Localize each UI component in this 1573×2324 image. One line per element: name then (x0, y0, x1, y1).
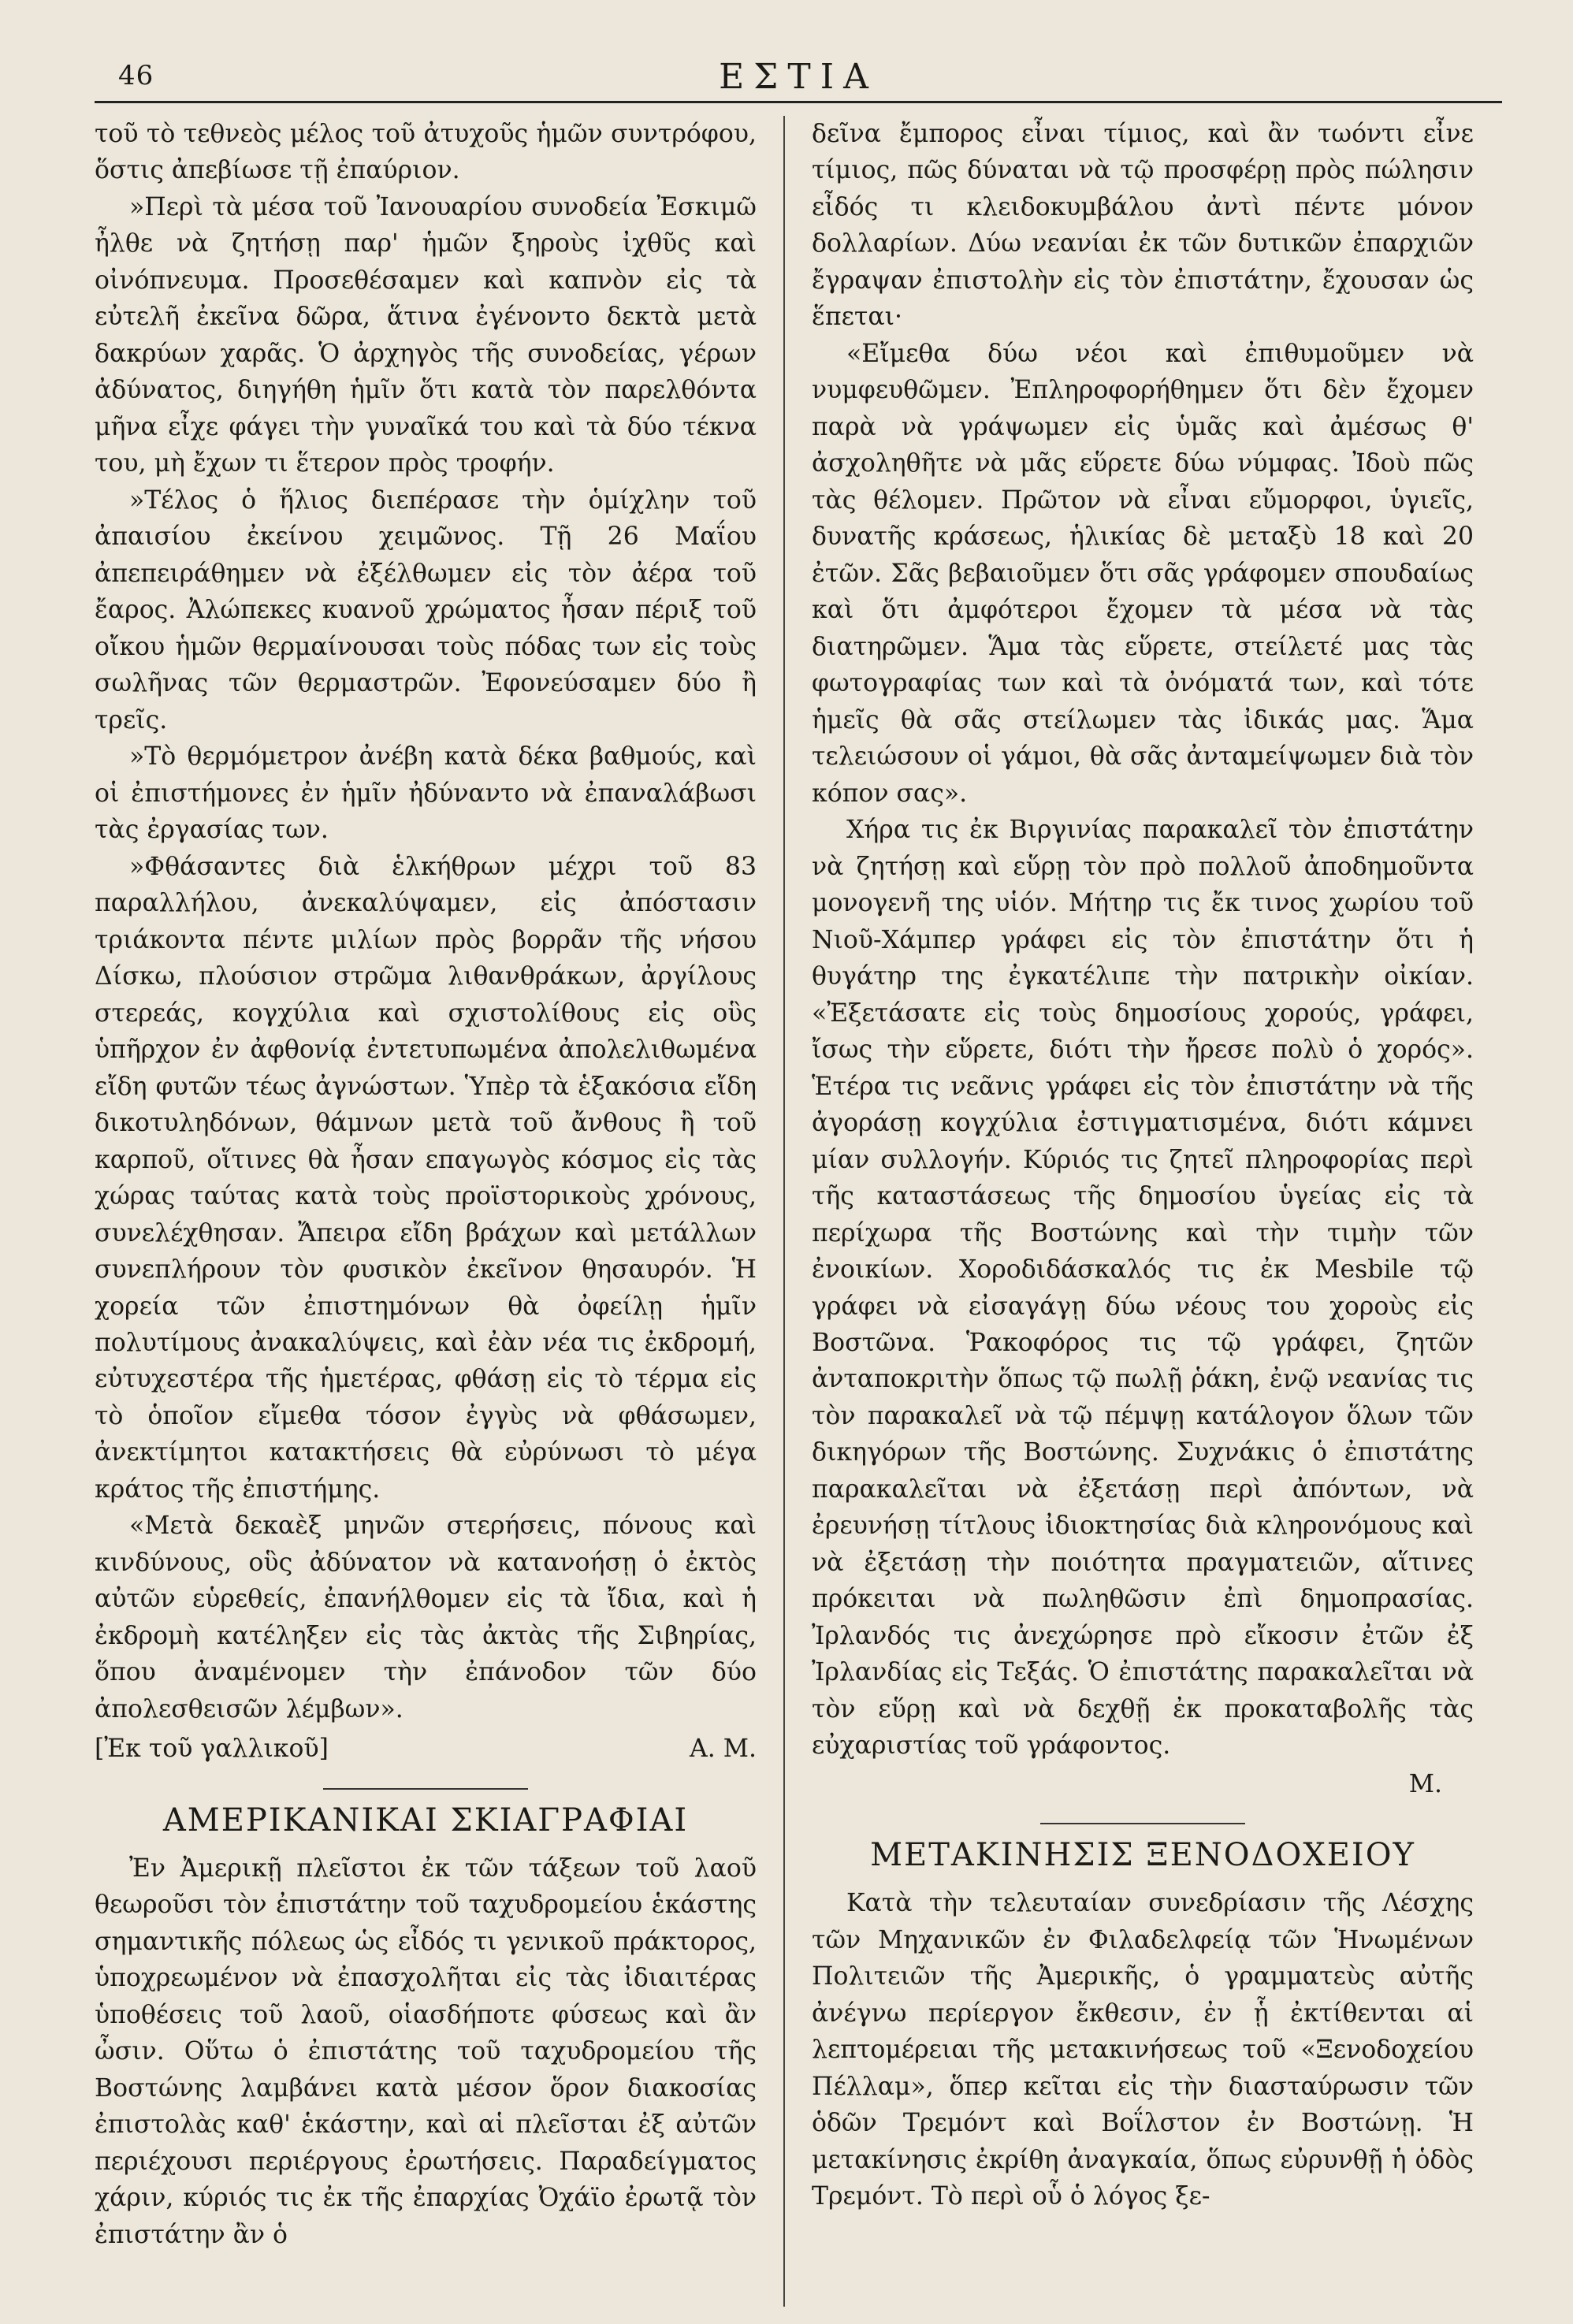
paragraph: «Εἴμεθα δύω νέοι καὶ ἐπιθυμοῦμεν νὰ νυμφευθῶμεν. Ἐπληροφορήθημεν ὅτι δὲν ἔχομεν παρὰ νὰ γράψωμεν εἰς ὑμᾶς καὶ ἀμέσως θ' ἀσχοληθῆτε νὰ μᾶς εὕρετε δύω νύμφας. Ἰδοὺ πῶς τὰς θέλομεν. Πρῶτον νὰ εἶναι εὔμορφοι, ὑγιεῖς, δυνατῆς κράσεως, ἡλικίας δὲ μεταξὺ 18 καὶ 20 ἐτῶν. Σᾶς βεβαιοῦμεν ὅτι σᾶς γράφομεν σπουδαίως καὶ ὅτι ἀμφότεροι ἔχομεν τὰ μέσα νὰ τὰς διατηρῶμεν. Ἅμα τὰς εὕρετε, στείλετέ μας τὰς φωτογραφίας των καὶ τὰ ὀνόματά των, καὶ τότε ἡμεῖς θὰ σᾶς στείλωμεν τὰς ἰδικάς μας. Ἅμα τελειώσουν οἱ γάμοι, θὰ σᾶς ἀνταμείψωμεν διὰ τὸν κόπον σας». (812, 339, 1474, 808)
paragraph: »Τὸ θερμόμετρον ἀνέβη κατὰ δέκα βαθμούς, καὶ οἱ ἐπιστήμονες ἐν ἡμῖν ἠδύναντο νὰ ἐπαναλάβωσι τὰς ἐργασίας των. (95, 742, 757, 845)
column-divider (783, 116, 785, 2307)
author-signature: Μ. (1408, 1769, 1442, 1798)
section-divider (1040, 1823, 1245, 1824)
paragraph: Κατὰ τὴν τελευταίαν συνεδρίασιν τῆς Λέσχης τῶν Μηχανικῶν ἐν Φιλαδελφείᾳ τῶν Ἡνωμένων Πολιτειῶν τῆς Ἀμερικῆς, ὁ γραμματεὺς αὐτῆς ἀνέγνω περίεργον ἔκθεσιν, ἐν ᾗ ἐκτίθενται αἱ λεπτομέρειαι τῆς μετακινήσεως τοῦ «Ξενοδοχείου Πέλλαμ», ὅπερ κεῖται εἰς τὴν διασταύρωσιν τῶν ὁδῶν Τρεμόντ καὶ Βοΐλστον ἐν Βοστώνῃ. Ἡ μετακίνησις ἐκρίθη ἀναγκαία, ὅπως εὐρυνθῇ ἡ ὁδὸς Τρεμόντ. Τὸ περὶ οὗ ὁ λόγος ξε- (812, 1889, 1474, 2211)
page-header (95, 28, 1502, 103)
article-columns (95, 116, 1502, 2307)
paragraph: »Φθάσαντες διὰ ἑλκήθρων μέχρι τοῦ 83 παραλλήλου, ἀνεκαλύψαμεν, εἰς ἀπόστασιν τριάκοντα πέντε μιλίων πρὸς βορρᾶν τῆς νήσου Δίσκω, πλούσιον στρῶμα λιθανθράκων, ἀργίλους στερεάς, κογχύλια καὶ σχιστολίθους εἰς οὓς ὑπῆρχον ἐν ἀφθονίᾳ ἐντετυπωμένα ἀπολελιθωμένα εἴδη φυτῶν τέως ἀγνώστων. Ὑπὲρ τὰ ἑξακόσια εἴδη δικοτυληδόνων, θάμνων μετὰ τοῦ ἄνθους ἢ τοῦ καρποῦ, οἵτινες θὰ ἦσαν επαγωγὸς κόσμος εἰς τὰς χώρας ταύτας κατὰ τοὺς προϊστορικοὺς χρόνους, συνελέχθησαν. Ἄπειρα εἴδη βράχων καὶ μετάλλων συνεπλήρουν τὸν φυσικὸν ἐκεῖνον θησαυρόν. Ἡ χορεία τῶν ἐπιστημόνων θὰ ὀφείλῃ ἡμῖν πολυτίμους ἀνακαλύψεις, καὶ ἐὰν νέα τις ἐκδρομή, εὐτυχεστέρα τῆς ἡμετέρας, φθάσῃ εἰς τὸ τέρμα εἰς τὸ ὁποῖον εἴμεθα τόσον ἐγγὺς νὰ φθάσωμεν, ἀνεκτίμητοι κατακτήσεις θὰ εὐρύνωσι τὸ μέγα κράτος τῆς ἐπιστήμης. (95, 852, 757, 1504)
paragraph: Χήρα τις ἐκ Βιργινίας παρακαλεῖ τὸν ἐπιστάτην νὰ ζητήσῃ καὶ εὕρῃ τὸν πρὸ πολλοῦ ἀποδημοῦντα μονογενῆ της υἱόν. Μήτηρ τις ἔκ τινος χωρίου τοῦ Νιοῦ-Χάμπερ γράφει εἰς τὸν ἐπιστάτην ὅτι ἡ θυγάτηρ της ἐγκατέλιπε τὴν πατρικὴν οἰκίαν. «Ἐξετάσατε εἰς τοὺς δημοσίους χορούς, γράφει, ἴσως τὴν εὕρετε, διότι τὴν ἤρεσε πολὺ ὁ χορός». Ἑτέρα τις νεᾶνις γράφει εἰς τὸν ἐπιστάτην νὰ τῆς ἀγοράσῃ κογχύλια ἐστιγματισμένα, διότι κάμνει μίαν συλλογήν. Κύριός τις ζητεῖ πληροφορίας περὶ τῆς καταστάσεως τῆς δημοσίου ὑγείας εἰς τὰ περίχωρα τῆς Βοστώνης καὶ τὴν τιμὴν τῶν ἐνοικίων. Χοροδιδάσκαλός τις ἐκ Mesbile τῷ γράφει νὰ εἰσαγάγῃ δύω νέους του χοροὺς εἰς Βοστῶνα. Ῥακοφόρος τις τῷ γράφει, ζητῶν ἀνταποκριτὴν ὅπως τῷ πωλῇ ῥάκη, ἐνῷ νεανίας τις τὸν παρακαλεῖ νὰ τῷ πέμψῃ κατάλογον ὅλων τῶν δικηγόρων τῆς Βοστώνης. Συχνάκις ὁ ἐπιστάτης παρακαλεῖται νὰ ἐξετάσῃ περὶ ἀπόντων, νὰ ἐρευνήσῃ τίτλους ἰδιοκτησίας διὰ κληρονόμους καὶ νὰ ἐξετάσῃ τὴν ποιότητα πραγματειῶν, αἵτινες πρόκειται νὰ πωληθῶσιν ἐπὶ δημοπρασίας. Ἰρλανδός τις ἀνεχώρησε πρὸ εἴκοσιν ἐτῶν ἐξ Ἰρλανδίας εἰς Τεξάς. Ὁ ἐπιστάτης παρακαλεῖται νὰ τὸν εὕρῃ καὶ νὰ δεχθῇ ἐκ προκαταβολῆς τὰς εὐχαριστίας τοῦ γράφοντος. (812, 816, 1474, 1761)
author-initials: Α. Μ. (689, 1735, 757, 1764)
source-note: [Ἐκ τοῦ γαλλικοῦ] (95, 1735, 329, 1764)
section-title: ΑΜΕΡΙΚΑΝΙΚΑΙ ΣΚΙΑΓΡΑΦΙΑΙ (162, 1802, 689, 1839)
paragraph: «Μετὰ δεκαὲξ μηνῶν στερήσεις, πόνους καὶ κινδύνους, οὓς ἀδύνατον νὰ κατανοήσῃ ὁ ἐκτὸς αὐτῶν εὑρεθείς, ἐπανήλθομεν εἰς τὰ ἴδια, καὶ ἡ ἐκδρομὴ κατέληξεν εἰς τὰς ἀκτὰς τῆς Σιβηρίας, ὅπου ἀναμένομεν τὴν ἐπάνοδον τῶν δύο ἀπολεσθεισῶν λέμβων». (95, 1512, 757, 1723)
paragraph: Ἐν Ἀμερικῇ πλεῖστοι ἐκ τῶν τάξεων τοῦ λαοῦ θεωροῦσι τὸν ἐπιστάτην τοῦ ταχυδρομείου ἑκάστης σημαντικῆς πόλεως ὡς εἶδός τι γενικοῦ πράκτορος, ὑποχρεωμένον νὰ ἐπασχολῆται εἰς τὰς ἰδιαιτέρας ὑποθέσεις τοῦ λαοῦ, οἱασδήποτε φύσεως καὶ ἂν ὦσιν. Οὕτω ὁ ἐπιστάτης τοῦ ταχυδρομείου τῆς Βοστώνης λαμβάνει κατὰ μέσον ὅρον διακοσίας ἐπιστολὰς καθ' ἑκάστην, καὶ αἱ πλεῖσται ἐξ αὐτῶν περιέχουσι περιέργους ἐρωτήσεις. Παραδείγματος χάριν, κύριός τις ἐκ τῆς ἐπαρχίας Ὀχάϊο ἐρωτᾷ τὸν ἐπιστάτην ἂν ὁ (95, 1854, 757, 2249)
section-divider (323, 1788, 528, 1790)
paragraph: τοῦ τὸ τεθνεὸς μέλος τοῦ ἀτυχοῦς ἡμῶν συντρόφου, ὅστις ἀπεβίωσε τῇ ἐπαύριον. (95, 120, 757, 185)
journal-title: ΕΣΤΙΑ (719, 57, 878, 97)
paragraph: »Περὶ τὰ μέσα τοῦ Ἰανουαρίου συνοδεία Ἐσκιμῶ ἦλθε νὰ ζητήσῃ παρ' ἡμῶν ξηροὺς ἰχθῦς καὶ οἰνόπνευμα. Προσεθέσαμεν καὶ καπνὸν εἰς τὰ εὐτελῆ ἐκεῖνα δῶρα, ἅτινα ἐγένοντο δεκτὰ μετὰ δακρύων χαρᾶς. Ὁ ἀρχηγὸς τῆς συνοδείας, γέρων ἀδύνατος, διηγήθη ἡμῖν ὅτι κατὰ τὸν παρελθόντα μῆνα εἶχε φάγει τὴν γυναῖκά του καὶ τὰ δύο τέκνα του, μὴ ἔχων τι ἕτερον πρὸς τροφήν. (95, 192, 757, 478)
source-line (95, 1731, 757, 1767)
page-number: 46 (118, 60, 154, 91)
paragraph: δεῖνα ἔμπορος εἶναι τίμιος, καὶ ἂν τωόντι εἶνε τίμιος, πῶς δύναται νὰ τῷ προσφέρῃ πρὸς πώλησιν εἶδός τι κλειδοκυμβάλου ἀντὶ πέντε μόνον δολλαρίων. Δύω νεανίαι ἐκ τῶν δυτικῶν ἐπαρχιῶν ἔγραψαν ἐπιστολὴν εἰς τὸν ἐπιστάτην, ἔχουσαν ὡς ἕπεται· (812, 120, 1474, 332)
right-column (812, 116, 1474, 2307)
paragraph: »Τέλος ὁ ἥλιος διεπέρασε τὴν ὁμίχλην τοῦ ἀπαισίου ἐκείνου χειμῶνος. Τῇ 26 Μαΐου ἀπεπειράθημεν νὰ ἐξέλθωμεν εἰς τὸν ἀέρα τοῦ ἔαρος. Ἀλώπεκες κυανοῦ χρώματος ἦσαν πέριξ τοῦ οἴκου ἡμῶν θερμαίνουσαι τοὺς πόδας των εἰς τοὺς σωλῆνας τῶν θερμαστρῶν. Ἐφονεύσαμεν δύο ἢ τρεῖς. (95, 485, 757, 734)
section-title: ΜΕΤΑΚΙΝΗΣΙΣ ΞΕΝΟΔΟΧΕΙΟΥ (870, 1837, 1415, 1874)
left-column (95, 116, 757, 2307)
